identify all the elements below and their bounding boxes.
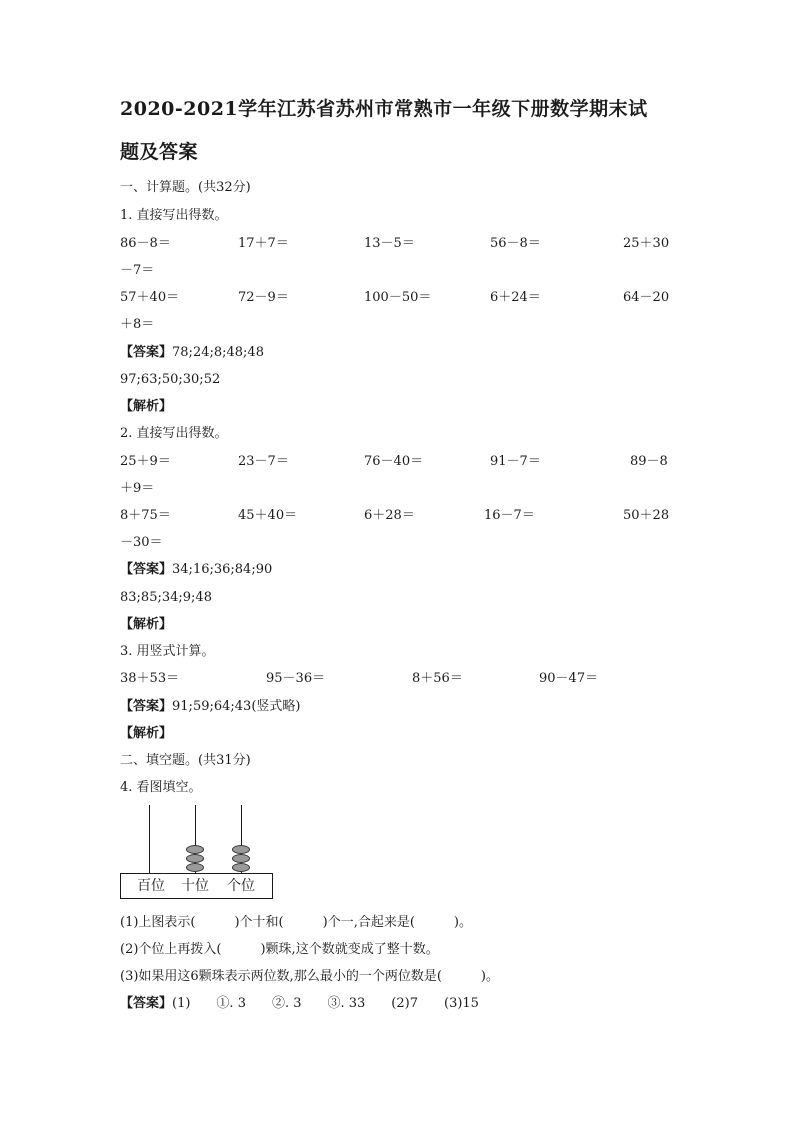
abacus-bead — [186, 845, 204, 854]
q3-expr: 95－36＝ — [266, 671, 326, 686]
question-1-label: 1. 直接写出得数。 — [120, 208, 228, 223]
q2-expr: 91－7＝ — [490, 454, 541, 469]
abacus-rod-hundreds — [149, 805, 150, 873]
q2-answer — [120, 562, 272, 578]
q2-expr: 25＋9＝ — [120, 454, 171, 469]
answer-tag: 【答案】 — [120, 996, 173, 1011]
q2-expr: 8＋75＝ — [120, 508, 171, 523]
q1-answer-cont: 97;63;50;30;52 — [120, 372, 221, 387]
q1-expr: 86－8＝ — [120, 236, 171, 251]
q4-sub-1: (1)上图表示( )个十和( )个一,合起来是( )。 — [120, 915, 472, 930]
q1-expr: 56－8＝ — [490, 236, 541, 251]
q3-expr: 38＋53＝ — [120, 671, 180, 686]
q2-expr: 45＋40＝ — [238, 508, 298, 523]
page-title-line-2: 题及答案 — [120, 141, 199, 163]
q3-expr: 8＋56＝ — [412, 671, 463, 686]
q1-expr: 17＋7＝ — [238, 236, 289, 251]
answer-tag: 【答案】 — [120, 562, 173, 577]
abacus-bead — [232, 845, 250, 854]
abacus-label-hundreds: 百位 — [137, 878, 165, 894]
section-heading-fill-blank: 二、填空题。(共31分) — [120, 753, 251, 768]
q1-answer — [120, 345, 264, 361]
q1-expr: 25＋30 — [623, 236, 670, 251]
q3-analysis-tag: 【解析】 — [120, 726, 173, 741]
page-title-line-1: 2020-2021学年江苏省苏州市常熟市一年级下册数学期末试 — [120, 98, 648, 120]
q3-answer — [120, 699, 300, 715]
q1-expr: 6＋24＝ — [490, 290, 541, 305]
question-2-label: 2. 直接写出得数。 — [120, 426, 228, 441]
question-4-label: 4. 看图填空。 — [120, 780, 202, 795]
abacus-bead — [186, 854, 204, 863]
abacus-bead — [232, 854, 250, 863]
q1-analysis-tag: 【解析】 — [120, 399, 173, 414]
q2-expr: 76－40＝ — [364, 454, 424, 469]
q2-answer-cont: 83;85;34;9;48 — [120, 590, 212, 605]
q1-expr: 13－5＝ — [364, 236, 415, 251]
q2-expr-wrap: ＋9＝ — [120, 481, 155, 496]
q4-sub-3: (3)如果用这6颗珠表示两位数,那么最小的一个两位数是( )。 — [120, 969, 499, 984]
abacus-label-ones: 个位 — [227, 878, 255, 894]
q2-expr: 6＋28＝ — [364, 508, 415, 523]
q3-expr: 90－47＝ — [539, 671, 599, 686]
q2-expr: 89－8 — [630, 454, 668, 469]
q4-answer — [120, 996, 479, 1012]
q1-expr: 72－9＝ — [238, 290, 289, 305]
q4-sub-2: (2)个位上再拨入( )颗珠,这个数就变成了整十数。 — [120, 942, 439, 957]
answer-text: (1) ①. 3 ②. 3 ③. 33 (2)7 (3)15 — [172, 996, 479, 1011]
q1-expr: 100－50＝ — [364, 290, 432, 305]
q1-expr: 57＋40＝ — [120, 290, 180, 305]
q1-expr-wrap: ＋8＝ — [120, 317, 155, 332]
section-heading-calculation: 一、计算题。(共32分) — [120, 180, 251, 195]
answer-text: 91;59;64;43(竖式略) — [172, 699, 301, 714]
q2-expr: 23－7＝ — [238, 454, 289, 469]
answer-tag: 【答案】 — [120, 699, 173, 714]
answer-text: 78;24;8;48;48 — [172, 345, 264, 360]
q2-expr: 16－7＝ — [484, 508, 535, 523]
abacus-bead — [232, 863, 250, 872]
abacus-bead — [186, 863, 204, 872]
abacus-label-tens: 十位 — [181, 878, 209, 894]
q2-expr-wrap: －30＝ — [120, 535, 163, 550]
q2-expr: 50＋28 — [623, 508, 670, 523]
q1-expr: 64－20 — [623, 290, 670, 305]
answer-tag: 【答案】 — [120, 345, 173, 360]
answer-text: 34;16;36;84;90 — [172, 562, 273, 577]
q1-expr-wrap: －7＝ — [120, 263, 155, 278]
q2-analysis-tag: 【解析】 — [120, 617, 173, 632]
question-3-label: 3. 用竖式计算。 — [120, 644, 215, 659]
